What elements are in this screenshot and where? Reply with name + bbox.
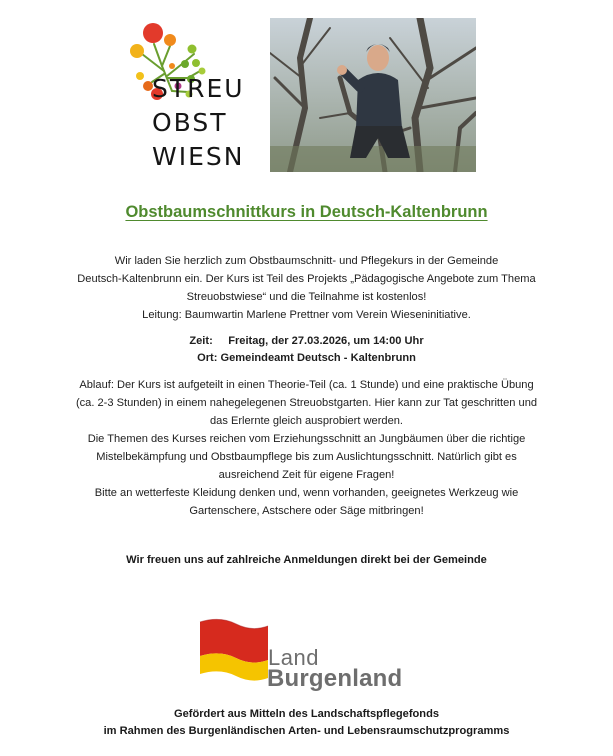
intro-line: Streuobstwiese“ und die Teilnahme ist kostenlos! [186,291,427,303]
logo-line: OBST [152,108,228,137]
closing-line: Wir freuen uns auf zahlreiche Anmeldungen direkt bei der Gemeinde [126,554,487,566]
details-line: Mistelbekämpfung und Obstbaumpflege bis zum Auslichtungsschnitt. Natürlich gibt es [96,451,517,463]
footer-line: Gefördert aus Mitteln des Landschaftspflegefonds [173,708,440,720]
details-paragraph [20,376,593,520]
details-line: Bitte an wetterfeste Kleidung denken und, wenn vorhanden, geeignetes Werkzeug wie [94,487,519,499]
event-place-text: Ort: Gemeindeamt Deutsch - Kaltenbrunn [197,352,416,364]
intro-line: Deutsch-Kaltenbrunn ein. Der Kurs ist Teil des Projekts „Pädagogische Angebote zum Thema [77,273,536,285]
sponsor-logo-land: Land [268,645,319,670]
logo-line: STREU [152,74,245,103]
event-time [20,332,593,350]
sponsor-logo-burgenland: Burgenland [267,665,403,692]
details-line: Ablauf: Der Kurs ist aufgeteilt in einen Theorie-Teil (ca. 1 Stunde) und eine praktische Übung [79,379,534,391]
event-time-value: Freitag, der 27.03.2026, um 14:00 Uhr [228,335,424,347]
intro-line: Leitung: Baumwartin Marlene Prettner vom Verein Wieseninitiative. [142,309,471,321]
funding-footer [0,706,613,740]
event-place [20,349,593,367]
logo-line: WIESN [152,142,245,171]
details-line: ausreichend Zeit für eigene Fragen! [218,469,395,481]
instructor-photo [270,18,476,172]
intro-line: Wir laden Sie herzlich zum Obstbaumschnitt- und Pflegekurs in der Gemeinde [114,255,499,267]
streuobstwiesn-logo [112,16,245,174]
footer-line: im Rahmen des Burgenländischen Arten- und Lebensraumschutzprogramms [103,725,510,737]
event-time-label: Zeit: [189,335,213,347]
logo-wordmark [152,72,245,174]
burgenland-flag-icon [196,616,274,696]
intro-paragraph [20,252,593,324]
details-line: das Erlernte gleich ausprobiert werden. [209,415,403,427]
details-line: Gartenschere, Astschere oder Säge mitbringen! [189,505,424,517]
page-title: Obstbaumschnittkurs in Deutsch-Kaltenbrunn [125,203,488,221]
details-line: Die Themen des Kurses reichen vom Erziehungsschnitt an Jungbäumen über die richtige [87,433,526,445]
details-line: (ca. 2-3 Stunden) in einem nahegelegenen Streuobstgarten. Hier kann zur Tat geschritten und [75,397,538,409]
